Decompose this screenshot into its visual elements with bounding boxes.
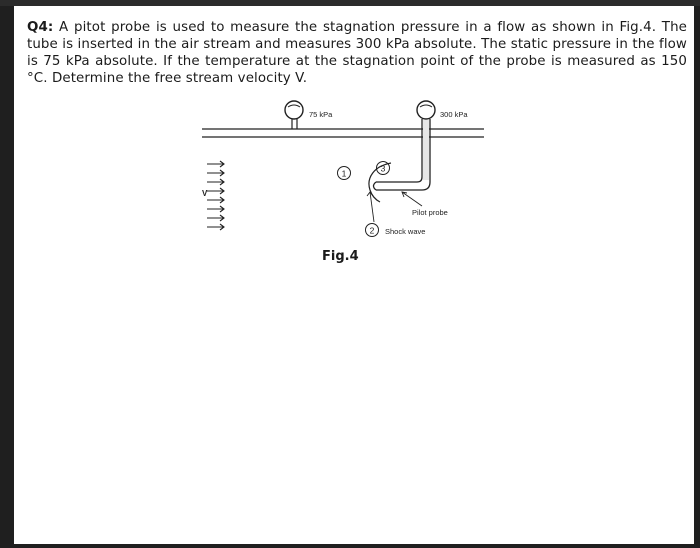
flow-arrows (207, 161, 224, 230)
pitot-probe-label: Pilot probe (412, 208, 448, 217)
pitot-figure (14, 6, 694, 544)
static-gauge-label: 75 kPa (309, 110, 333, 119)
svg-text:1: 1 (341, 168, 347, 179)
figure-caption: Fig.4 (322, 249, 359, 264)
question-card (14, 6, 694, 544)
flow-velocity-label: V (202, 189, 208, 198)
pitot-probe-leader (402, 192, 422, 206)
question-label: Q4: (27, 20, 54, 35)
point-2-marker (366, 224, 379, 237)
point-1-marker (338, 167, 351, 180)
svg-text:3: 3 (380, 163, 386, 174)
static-gauge (285, 101, 303, 129)
pipe-walls (202, 129, 484, 137)
pitot-gauge (417, 101, 435, 119)
question-body: A pitot probe is used to measure the stagnation pressure in a flow as shown in Fig.4. The tube is inserted in the air stream and measures 300 kPa absolute. The static pressure in the flow is 75 kPa absolute. If the temperature at the stagnation point of the probe is measured as 150 °C. Determine the free stream velocity V. (27, 20, 687, 86)
shock-wave-label: Shock wave (385, 227, 426, 236)
pitot-stem-fill (423, 120, 429, 180)
pitot-gauge-label: 300 kPa (440, 110, 468, 119)
svg-text:2: 2 (369, 225, 375, 236)
